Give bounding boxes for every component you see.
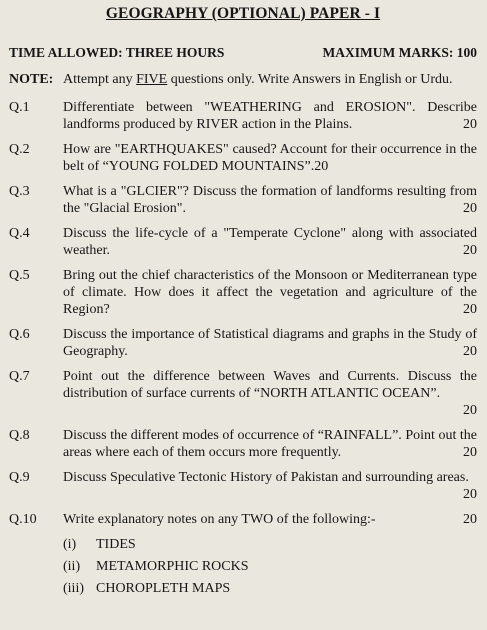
maximum-marks: MAXIMUM MARKS: 100 — [322, 45, 477, 60]
question-text: Point out the difference between Waves and Currents. Discuss the distribution of surface currents of “NORTH ATLANTIC OCEAN”. — [63, 369, 477, 401]
sub-item-text: CHOROPLETH MAPS — [96, 581, 231, 596]
note-text — [63, 71, 477, 88]
question-10 — [9, 511, 477, 528]
note — [9, 71, 477, 88]
question-text: What is a "GLCIER"? Discuss the formation of landforms resulting from the "Glacial Erosion". — [63, 184, 477, 216]
question-text: Discuss the life-cycle of a "Temperate Cyclone" along with associated weather. — [63, 226, 477, 258]
question-number: Q.10 — [9, 512, 37, 527]
question-7 — [9, 368, 477, 419]
question-marks: 20 — [463, 302, 477, 317]
question-number: Q.2 — [9, 142, 30, 157]
sub-item-choropleth-maps — [63, 580, 477, 597]
question-5 — [9, 267, 477, 318]
question-8 — [9, 427, 477, 461]
question-4 — [9, 225, 477, 259]
question-marks: 20 — [463, 117, 477, 132]
question-marks: 20 — [463, 403, 477, 418]
note-text-before: Attempt any — [63, 72, 137, 87]
question-number: Q.4 — [9, 226, 30, 241]
question-marks: 20 — [463, 344, 477, 359]
question-6 — [9, 326, 477, 360]
question-marks: 20 — [463, 487, 477, 502]
question-number: Q.7 — [9, 369, 30, 384]
question-1 — [9, 99, 477, 133]
question-number: Q.8 — [9, 428, 30, 443]
question-text: Discuss Speculative Tectonic History of Pakistan and surrounding areas. — [63, 470, 469, 485]
sub-item-metamorphic-rocks — [63, 558, 477, 575]
question-text: Bring out the chief characteristics of the Monsoon or Mediterranean type of climate. How does it affect the vegetation and agriculture of the Region? — [63, 268, 477, 317]
question-marks: 20 — [314, 159, 329, 174]
question-3 — [9, 183, 477, 217]
question-text: Write explanatory notes on any TWO of the following:- — [63, 512, 376, 527]
question-marks: 20 — [463, 445, 477, 460]
sub-item-number: (ii) — [63, 559, 81, 574]
question-number: Q.6 — [9, 327, 30, 342]
note-text-after: questions only. Write Answers in English or Urdu. — [167, 72, 453, 87]
note-emphasis: FIVE — [136, 72, 168, 87]
sub-item-list — [9, 536, 477, 597]
question-text: Differentiate between "WEATHERING and EROSION". Describe landforms produced by RIVER action in the Plains. — [63, 100, 477, 132]
paper-title: GEOGRAPHY (OPTIONAL) PAPER - I — [105, 5, 381, 22]
question-number: Q.3 — [9, 184, 30, 199]
question-2 — [9, 141, 477, 175]
question-text: How are "EARTHQUAKES" caused? Account for their occurrence in the belt of “YOUNG FOLDED MOUNTAINS”. — [63, 142, 477, 174]
question-marks: 20 — [463, 201, 477, 216]
sub-item-text: METAMORPHIC ROCKS — [96, 559, 249, 574]
question-marks: 20 — [463, 243, 477, 258]
sub-item-tides — [63, 536, 477, 553]
sub-item-text: TIDES — [96, 537, 136, 552]
paper-meta — [9, 45, 477, 61]
question-list — [9, 99, 477, 528]
sub-item-number: (iii) — [63, 581, 84, 596]
question-9 — [9, 469, 477, 503]
question-text: Discuss the different modes of occurrence of “RAINFALL”. Point out the areas where each of them occurs more frequently. — [63, 428, 477, 460]
question-number: Q.5 — [9, 268, 30, 283]
note-label: NOTE: — [9, 72, 54, 87]
time-allowed: TIME ALLOWED: THREE HOURS — [9, 45, 225, 60]
question-number: Q.9 — [9, 470, 30, 485]
question-marks: 20 — [463, 512, 477, 527]
question-text: Discuss the importance of Statistical diagrams and graphs in the Study of Geography. — [63, 327, 477, 359]
sub-item-number: (i) — [63, 537, 77, 552]
question-number: Q.1 — [9, 100, 30, 115]
